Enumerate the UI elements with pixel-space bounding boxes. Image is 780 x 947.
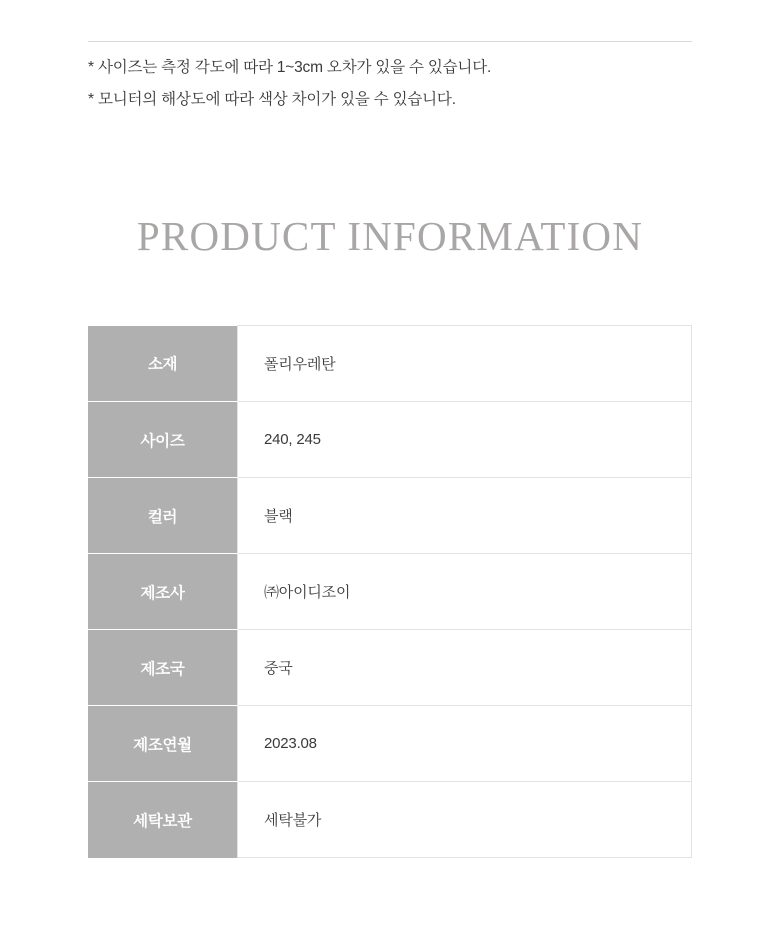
product-information-table — [88, 325, 692, 858]
top-divider — [88, 41, 692, 42]
row-value-manufacturer: ㈜아이디조이 — [238, 554, 692, 630]
table-row — [88, 402, 692, 478]
row-label-country-of-origin: 제조국 — [88, 630, 238, 706]
disclaimer-note-size: * 사이즈는 측정 각도에 따라 1~3cm 오차가 있을 수 있습니다. — [88, 59, 492, 76]
row-label-care-instructions: 세탁보관 — [88, 782, 238, 858]
section-title-product-information: PRODUCT INFORMATION — [136, 213, 644, 259]
row-label-manufacturer: 제조사 — [88, 554, 238, 630]
row-label-material: 소재 — [88, 326, 238, 402]
row-label-manufacture-date: 제조연월 — [88, 706, 238, 782]
table-row — [88, 478, 692, 554]
row-value-care-instructions: 세탁불가 — [238, 782, 692, 858]
row-value-color: 블랙 — [238, 478, 692, 554]
row-value-manufacture-date: 2023.08 — [238, 706, 692, 782]
row-value-size: 240, 245 — [238, 402, 692, 478]
row-value-material: 폴리우레탄 — [238, 326, 692, 402]
table-row — [88, 554, 692, 630]
disclaimer-notes — [88, 52, 708, 116]
row-value-country-of-origin: 중국 — [238, 630, 692, 706]
disclaimer-note-color: * 모니터의 해상도에 따라 색상 차이가 있을 수 있습니다. — [88, 91, 456, 108]
table-row — [88, 326, 692, 402]
table-row — [88, 782, 692, 858]
table-row — [88, 706, 692, 782]
table-row — [88, 630, 692, 706]
row-label-color: 컬러 — [88, 478, 238, 554]
row-label-size: 사이즈 — [88, 402, 238, 478]
